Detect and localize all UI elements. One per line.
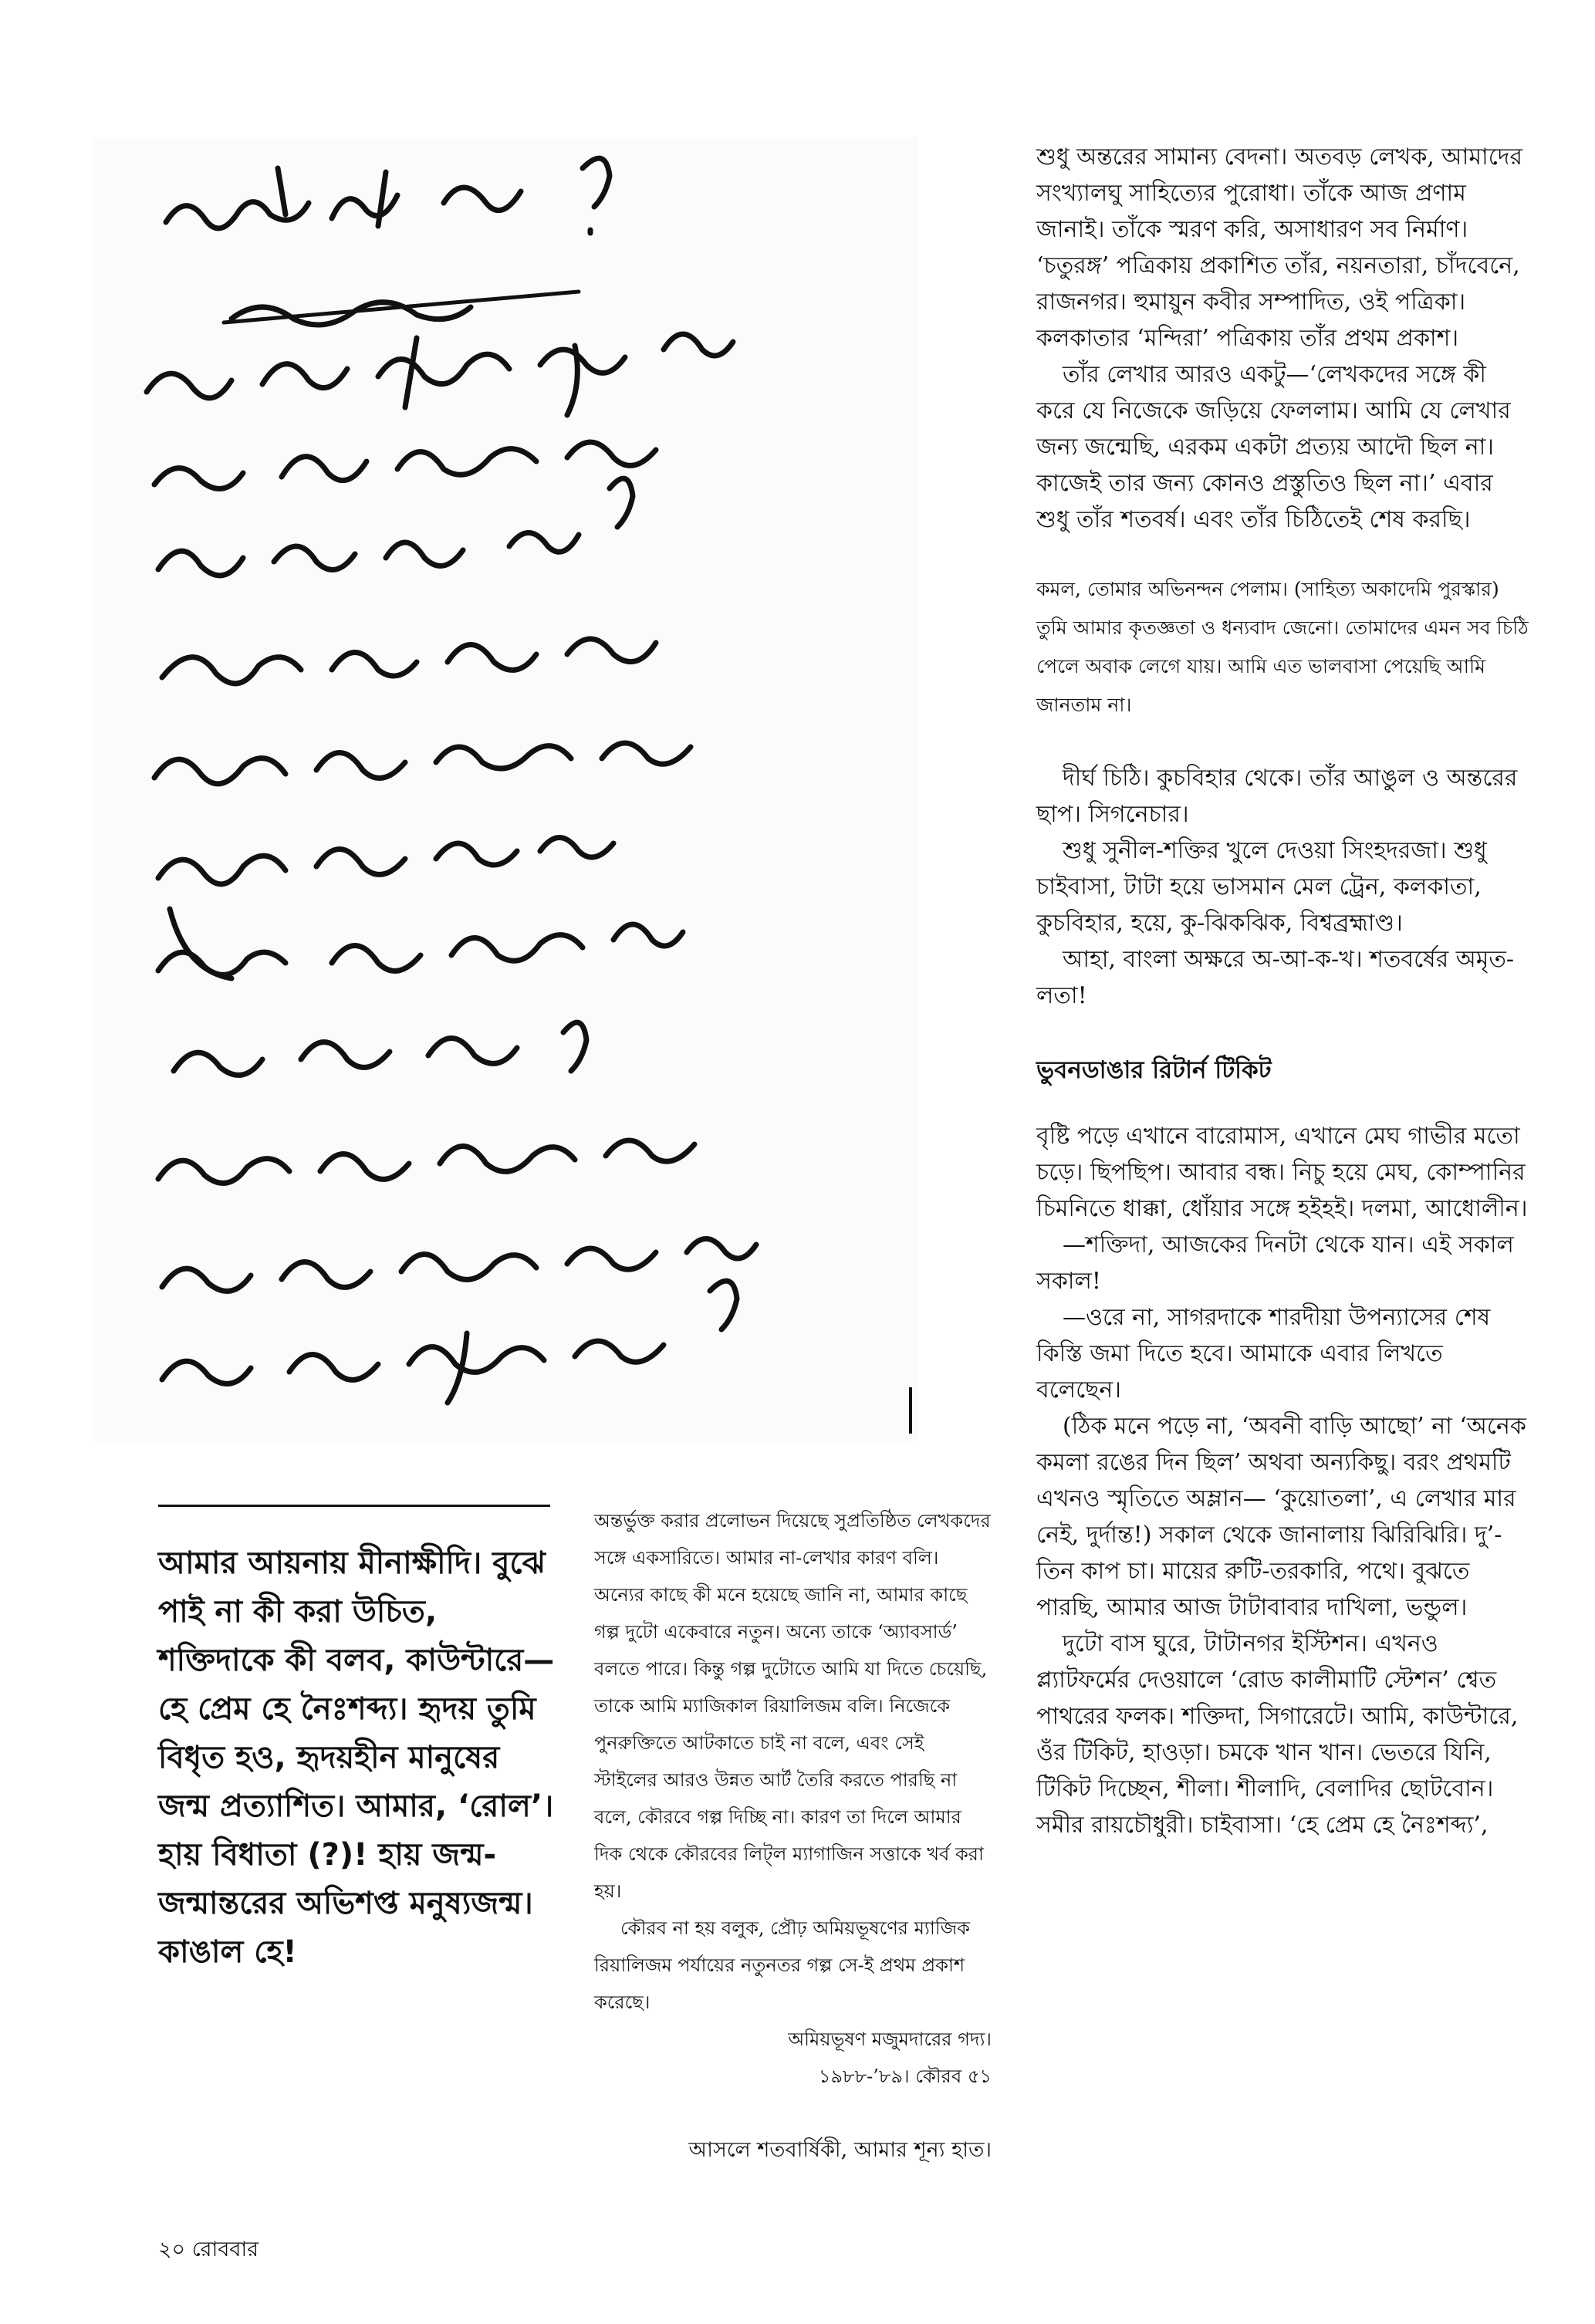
right-paragraph-5: আহা, বাংলা অক্ষরে অ-আ-ক-খ। শতবর্ষের অমৃত-লতা!	[1036, 946, 1515, 1009]
right-paragraph-6: বৃষ্টি পড়ে এখানে বারোমাস, এখানে মেঘ গাভীর মতো চড়ে। ছিপছিপ। আবার বন্ধ। নিচু হয়ে মেঘ, কোম্পানির চিমনিতে ধাক্কা, ধোঁয়ার সঙ্গে হইহই। দলমা, আধোলীন।	[1036, 1123, 1528, 1222]
right-paragraph-1: শুধু অন্তরের সামান্য বেদনা। অতবড় লেখক, আমাদের সংখ্যালঘু সাহিত্যের পুরোধা। তাঁকে আজ প্রণাম জানাই। তাঁকে স্মরণ করি, অসাধারণ সব নির্মাণ। ‘চতুরঙ্গ’ পত্রিকায় প্রকাশিত তাঁর, নয়নতারা, চাঁদবেনে, রাজনগর। হুমায়ুন কবীর সম্পাদিত, ওই পত্রিকা। কলকাতার ‘মন্দিরা’ পত্রিকায় তাঁর প্রথম প্রকাশ।	[1036, 144, 1523, 352]
closing-line: আসলে শতবার্ষিকী, আমার শূন্য হাত।	[688, 2138, 992, 2162]
middle-column	[594, 1502, 992, 2169]
right-paragraph-9: (ঠিক মনে পড়ে না, ‘অবনী বাড়ি আছো’ না ‘অনেক কমলা রঙের দিন ছিল’ অথবা অন্যকিছু। বরং প্রথমটি এখনও স্মৃতিতে অম্লান— ‘কুয়োতলা’, এ লেখার মার নেই, দুর্দান্ত!) সকাল থেকে জানালায় ঝিরিঝিরি। দু’-তিন কাপ চা। মায়ের রুটি-তরকারি, পথে। বুঝতে পারছি, আমার আজ টাটাবাবার দাখিলা, ভন্ডুল।	[1036, 1413, 1526, 1621]
middle-paragraph-2: কৌরব না হয় বলুক, প্রৌঢ় অমিয়ভূষণের ম্যাজিক রিয়ালিজম পর্যায়ের নতুনতর গল্প সে-ই প্রথম প্রকাশ করেছে।	[594, 1917, 970, 2013]
section-heading: ভুবনডাঙার রিটার্ন টিকিট	[1036, 1056, 1272, 1084]
quoted-letter: কমল, তোমার অভিনন্দন পেলাম। (সাহিত্য অকাদেমি পুরস্কার) তুমি আমার কৃতজ্ঞতা ও ধন্যবাদ জেনো। তোমাদের এমন সব চিঠি পেলে অবাক লেগে যায়। আমি এত ভালবাসা পেয়েছি আমি জানতাম না।	[1036, 578, 1529, 716]
right-column	[1036, 139, 1530, 1843]
pull-quote: আমার আয়নায় মীনাক্ষীদি। বুঝে পাই না কী করা উচিত, শক্তিদাকে কী বলব, কাউন্টারে— হে প্রেম হে নৈঃশব্দ্য। হৃদয় তুমি বিধৃত হও, হৃদয়হীন মানুষের জন্ম প্রত্যাশিত। আমার, ‘রোল’। হায় বিধাতা (?)! হায় জন্ম-জন্মান্তরের অভিশপ্ত মনুষ্যজন্ম। কাঙাল হে!	[158, 1545, 555, 1970]
pull-quote-rule	[158, 1505, 550, 1507]
right-paragraph-7: —শক্তিদা, আজকের দিনটা থেকে যান। এই সকাল সকাল!	[1036, 1231, 1514, 1295]
page-folio: ২০ রোববার	[158, 2238, 259, 2262]
middle-paragraph-1: অন্তর্ভুক্ত করার প্রলোভন দিয়েছে সুপ্রতিষ্ঠিত লেখকদের সঙ্গে একসারিতে। আমার না-লেখার কারণ বলি। অন্যের কাছে কী মনে হয়েছে জানি না, আমার কাছে গল্প দুটো একেবারে নতুন। অন্যে তাকে ‘অ্যাবসার্ড’ বলতে পারে। কিন্তু গল্প দুটোতে আমি যা দিতে চেয়েছি, তাকে আমি ম্যাজিকাল রিয়ালিজম বলি। নিজেকে পুনরুক্তিতে আটকাতে চাই না বলে, এবং সেই স্টাইলের আরও উন্নত আর্ট তৈরি করতে পারছি না বলে, কৌরবে গল্প দিচ্ছি না। কারণ তা দিলে আমার দিক থেকে কৌরবের লিট্‌ল ম্যাগাজিন সত্তাকে খর্ব করা হয়।	[594, 1510, 991, 1902]
right-paragraph-8: —ওরে না, সাগরদাকে শারদীয়া উপন্যাসের শেষ কিস্তি জমা দিতে হবে। আমাকে এবার লিখতে বলেছেন।	[1036, 1304, 1491, 1404]
citation-line-1: অমিয়ভূষণ মজুমদারের গদ্য।	[788, 2028, 992, 2050]
right-paragraph-2: তাঁর লেখার আরও একটু—‘লেখকদের সঙ্গে কী করে যে নিজেকে জড়িয়ে ফেললাম। আমি যে লেখার জন্য জন্মেছি, এরকম একটা প্রত্যয় আদৌ ছিল না। কাজেই তার জন্য কোনও প্রস্তুতিও ছিল না।’ এবার শুধু তাঁর শতবর্ষ। এবং তাঁর চিঠিতেই শেষ করছি।	[1036, 361, 1511, 533]
right-paragraph-10: দুটো বাস ঘুরে, টাটানগর ইস্টিশন। এখনও প্ল্যাটফর্মের দেওয়ালে ‘রোড কালীমাটি স্টেশন’ শ্বেত পাথরের ফলক। শক্তিদা, সিগারেটে। আমি, কাউন্টারে, ওঁর টিকিট, হাওড়া। চমকে খান খান। ভেতরে যিনি, টিকিট দিচ্ছেন, শীলা। শীলাদি, বেলাদির ছোটবোন। সমীর রায়চৌধুরী। চাইবাসা। ‘হে প্রেম হে নৈঃশব্দ্য’,	[1036, 1630, 1519, 1839]
right-paragraph-3: দীর্ঘ চিঠি। কুচবিহার থেকে। তাঁর আঙুল ও অন্তরের ছাপ। সিগনেচার।	[1036, 765, 1518, 828]
right-paragraph-4: শুধু সুনীল-শক্তির খুলে দেওয়া সিংহদরজা। শুধু চাইবাসা, টাটা হয়ে ভাসমান মেল ট্রেন, কলকাতা, কুচবিহার, হয়ে, কু-ঝিকঝিক, বিশ্বব্রহ্মাণ্ড।	[1036, 837, 1487, 937]
handwriting-scribbles	[93, 137, 918, 1441]
citation-line-2: ১৯৮৮-’৮৯। কৌরব ৫১	[818, 2066, 992, 2087]
handwritten-manuscript	[93, 137, 918, 1441]
